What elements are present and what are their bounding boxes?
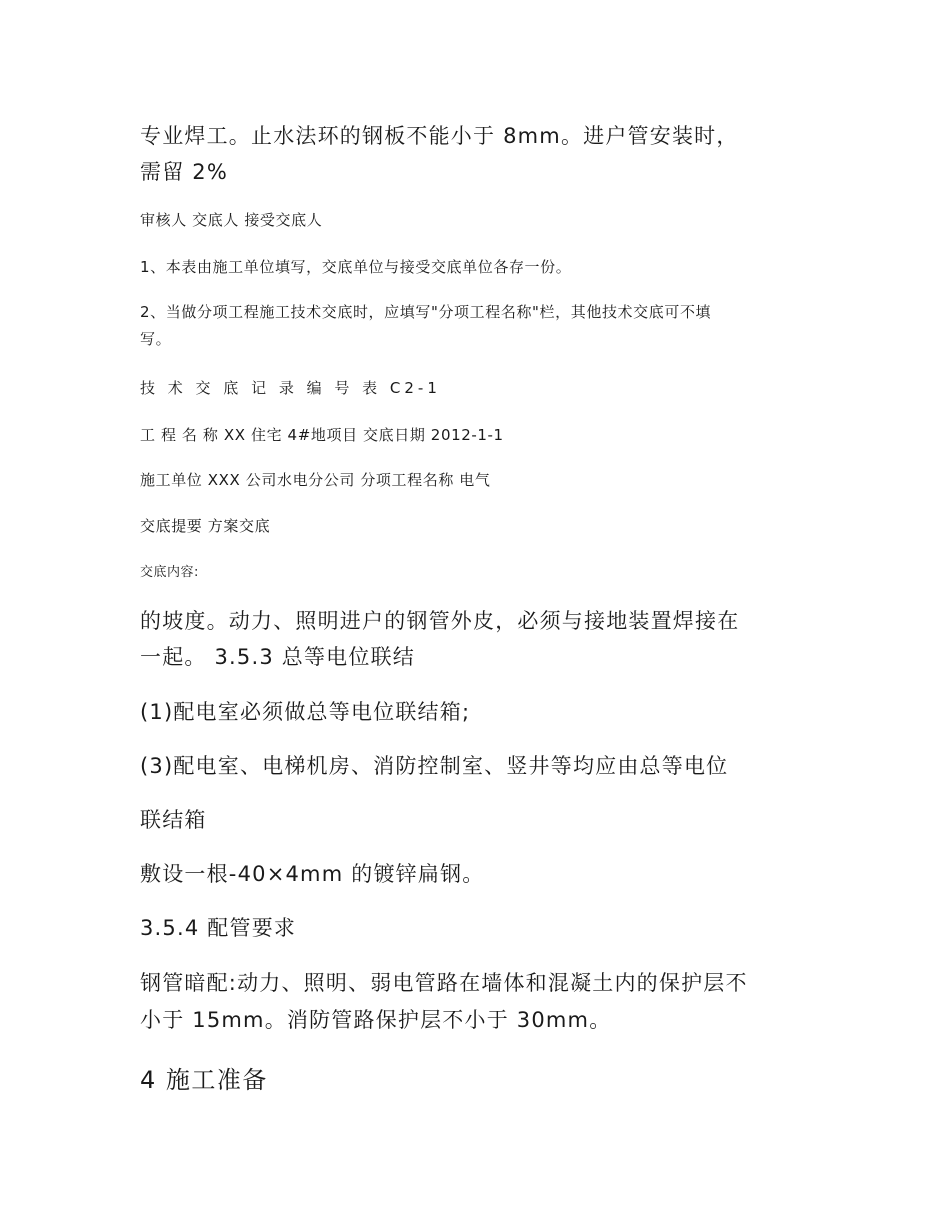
paragraph-grounding-line2: 一起。 3.5.3 总等电位联结 xyxy=(140,645,415,669)
content-label: 交底内容: xyxy=(140,565,199,580)
note-2-line2: 写。 xyxy=(140,330,172,348)
signers-row: 审核人 交底人 接受交底人 xyxy=(140,211,323,229)
paragraph-welding-line2: 需留 2% xyxy=(140,160,228,184)
note-1: 1、本表由施工单位填写，交底单位与接受交底单位各存一份。 xyxy=(140,258,572,276)
paragraph-item-1: (1)配电室必须做总等电位联结箱; xyxy=(140,700,471,724)
section-heading-4: 4 施工准备 xyxy=(140,1066,268,1094)
project-row: 工 程 名 称 XX 住宅 4#地项目 交底日期 2012-1-1 xyxy=(140,426,504,444)
note-2-line1: 2、当做分项工程施工技术交底时，应填写"分项工程名称"栏，其他技术交底可不填 xyxy=(140,303,712,321)
summary-row: 交底提要 方案交底 xyxy=(140,517,271,535)
paragraph-conduit-line1: 钢管暗配:动力、照明、弱电管路在墙体和混凝土内的保护层不 xyxy=(140,971,748,995)
section-heading-3-5-4: 3.5.4 配管要求 xyxy=(140,916,297,940)
paragraph-item-3-line1: (3)配电室、电梯机房、消防控制室、竖井等均应由总等电位 xyxy=(140,754,729,778)
paragraph-item-3-line2: 联结箱 xyxy=(140,808,207,832)
unit-row: 施工单位 XXX 公司水电分公司 分项工程名称 电气 xyxy=(140,471,491,489)
paragraph-welding-line1: 专业焊工。止水法环的钢板不能小于 8mm。进户管安装时， xyxy=(140,124,739,148)
paragraph-conduit-line2: 小于 15mm。消防管路保护层不小于 30mm。 xyxy=(140,1008,612,1032)
paragraph-grounding-line1: 的坡度。动力、照明进户的钢管外皮，必须与接地装置焊接在 xyxy=(140,609,740,633)
paragraph-flat-steel: 敷设一根-40×4mm 的镀锌扁钢。 xyxy=(140,862,485,886)
form-title: 技 术 交 底 记 录 编 号 表 C2-1 xyxy=(140,379,441,397)
